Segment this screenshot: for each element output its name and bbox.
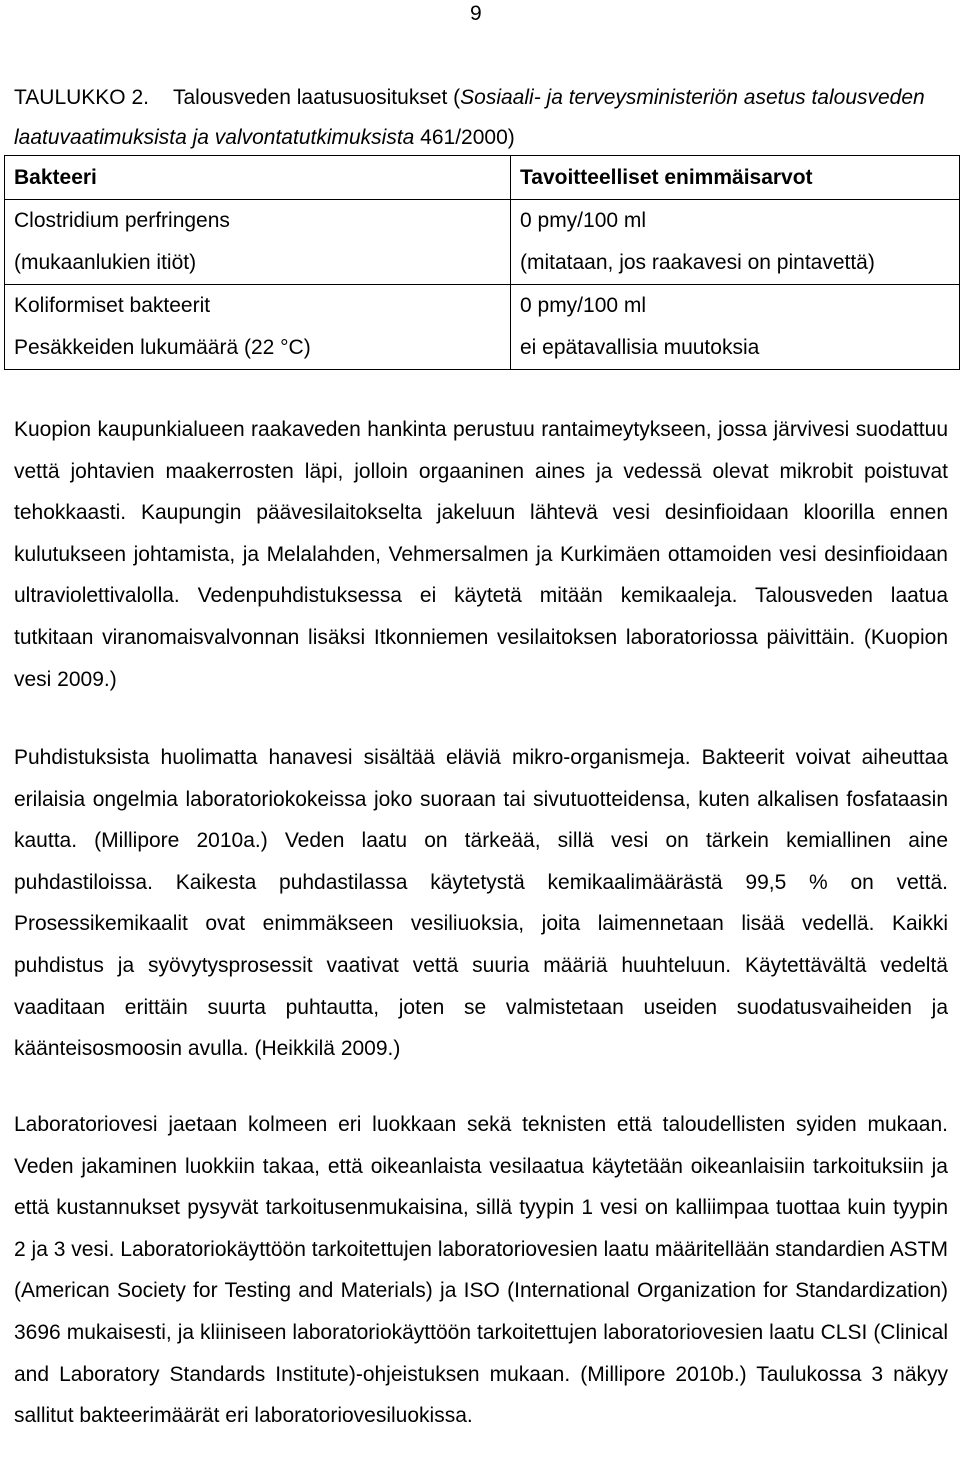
caption-label: TAULUKKO 2. (14, 86, 149, 109)
caption-title: Talousveden laatusuositukset ( (172, 86, 461, 109)
cell-value: ei epätavallisia muutoksia (520, 336, 760, 359)
paragraph-microorganisms: Puhdistuksista huolimatta hanavesi sisältää eläviä mikro-organismeja. Bakteerit voivat aiheuttaa erilaisia ongelmia laboratoriokokeissa joko suoraan tai sivutuotteidensa, kuten alkalisen fosfataasin kautta. (Millipore 2010a.) Veden laatu on tärkeää, sillä vesi on tärkein kemiallinen aine puhdastiloissa. Kaikesta puhdastilassa käytetystä kemikaalimäärästä 99,5 % on vettä. Prosessikemikaalit ovat enimmäkseen vesiliuoksia, joita laimennetaan lisää vedellä. Kaikki puhdistus ja syövytysprosessit vaativat vettä suuria määriä huuhteluun. Käytettävältä vedeltä vaaditaan erittäin suurta puhtautta, joten se valmistetaan useiden suodatusvaiheiden ja käänteisosmoosin avulla. (Heikkilä 2009.) (14, 746, 948, 1061)
table-row (5, 200, 960, 285)
caption-reference: 461/2000) (414, 126, 515, 149)
cell-bacterium: (mukaanlukien itiöt) (14, 251, 197, 274)
paragraph-lab-water-classes: Laboratoriovesi jaetaan kolmeen eri luokkaan sekä teknisten että taloudellisten syiden mukaan. Veden jakaminen luokkiin takaa, että oikeanlaista vesilaatua käytetään oikeanlaisiin tarkoituksiin ja että kustannukset pysyvät tarkoitusenmukaisina, sillä tyypin 1 vesi on kalliimpaa tuottaa kuin tyypin 2 ja 3 vesi. Laboratoriokäyttöön tarkoitettujen laboratoriovesien laatu määritellään standardien ASTM (American Society for Testing and Materials) ja ISO (International Organization for Standardization) 3696 mukaisesti, ja kliiniseen laboratoriokäyttöön tarkoitettujen laboratoriovesien laatu CLSI (Clinical and Laboratory Standards Institute)-ohjeistuksen mukaan. (Millipore 2010b.) Taulukossa 3 näkyy sallitut bakteerimäärät eri laboratoriovesiluokissa. (14, 1113, 948, 1428)
water-quality-table (4, 155, 960, 370)
header-bacterium: Bakteeri (5, 156, 511, 200)
cell-value: (mitataan, jos raakavesi on pintavettä) (520, 251, 875, 274)
cell-value: 0 pmy/100 ml (520, 209, 647, 232)
table-header-row (5, 156, 960, 200)
table-caption (14, 78, 954, 158)
cell-bacterium: Koliformiset bakteerit (14, 294, 211, 317)
header-max-values: Tavoitteelliset enimmäisarvot (511, 156, 960, 200)
paragraph-raw-water: Kuopion kaupunkialueen raakaveden hankinta perustuu rantaimeytykseen, jossa järvivesi suodattuu vettä johtavien maakerrosten läpi, jolloin orgaaninen aines ja vedessä olevat mikrobit poistuvat tehokkaasti. Kaupungin päävesilaitokselta jakeluun lähtevä vesi desinfioidaan kloorilla ennen kulutukseen johtamista, ja Melalahden, Vehmersalmen ja Kurkimäen ottamoiden vesi desinfioidaan ultraviolettivalolla. Vedenpuhdistuksessa ei käytetä mitään kemikaaleja. Talousveden laatua tutkitaan viranomaisvalvonnan lisäksi Itkonniemen vesilaitoksen laboratoriossa päivittäin. (Kuopion vesi 2009.) (14, 418, 948, 691)
cell-bacterium: Clostridium perfringens (14, 209, 230, 232)
cell-value: 0 pmy/100 ml (520, 294, 647, 317)
cell-bacterium: Pesäkkeiden lukumäärä (22 °C) (14, 336, 311, 359)
caption-work-title: Sosiaali- ja terveysministeriön asetus talousveden laatuvaatimuksista ja valvontatutkimuksista (14, 86, 925, 149)
table-row (5, 285, 960, 370)
page-number: 9 (470, 2, 482, 25)
